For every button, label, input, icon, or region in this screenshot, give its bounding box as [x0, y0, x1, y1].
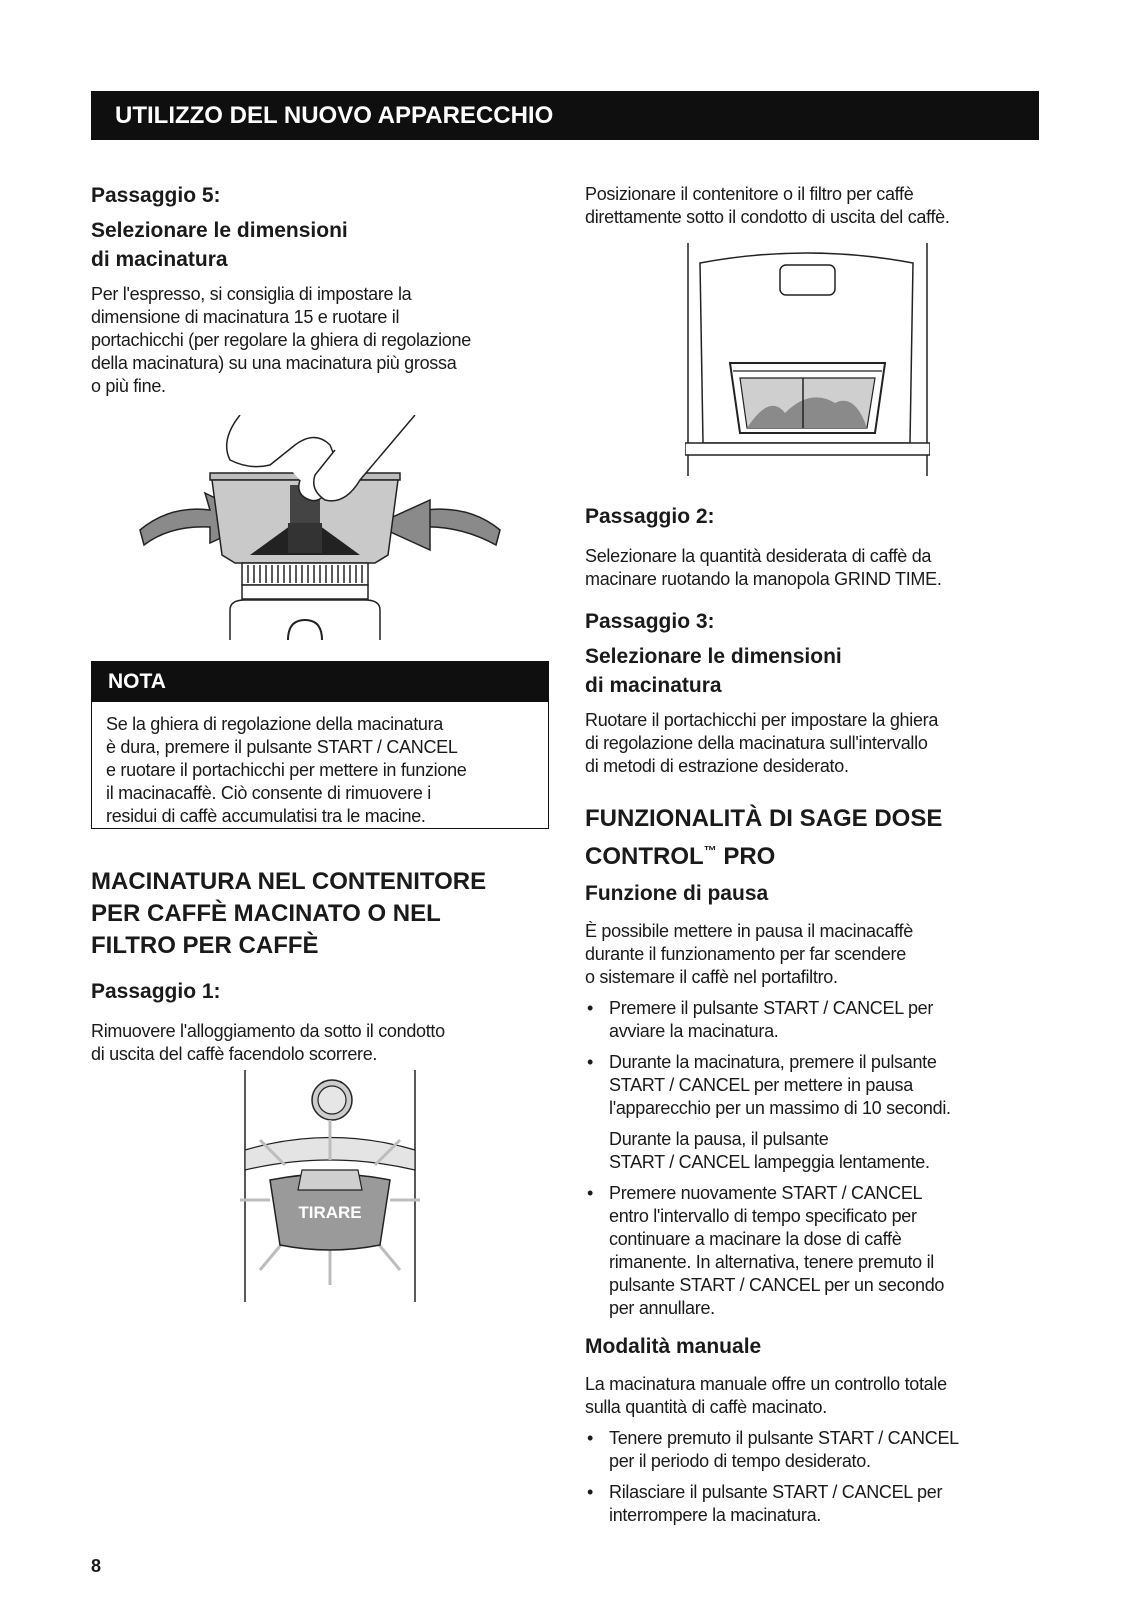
step5-body-line: dimensione di macinatura 15 e ruotare il: [91, 307, 400, 327]
bullet-line: l'apparecchio per un massimo di 10 secondi.: [609, 1098, 951, 1118]
grinder-rotate-illustration: [130, 415, 510, 640]
pause-body-line: o sistemare il caffè nel portafiltro.: [585, 967, 838, 987]
section-title-line: MACINATURA NEL CONTENITORE: [91, 868, 487, 895]
container-illustration: [685, 243, 930, 476]
bullet-line: per annullare.: [609, 1298, 715, 1318]
bullet-line: per il periodo di tempo desiderato.: [609, 1451, 871, 1471]
bullet-line: continuare a macinare la dose di caffè: [609, 1229, 902, 1249]
bullet-dot: •: [587, 1052, 594, 1072]
pause-bullet: [585, 1182, 1045, 1320]
bullet-line: avviare la macinatura.: [609, 1021, 779, 1041]
step2-block: [585, 502, 1045, 591]
step5-body-line: della macinatura) su una macinatura più grossa: [91, 353, 457, 373]
step2-body-line: macinare ruotando la manopola GRIND TIME.: [585, 569, 942, 589]
bullet-dot: •: [587, 998, 594, 1018]
pull-label: TIRARE: [298, 1203, 362, 1222]
pause-body-line: È possibile mettere in pausa il macinacaffè: [585, 921, 913, 941]
intro-line: Posizionare il contenitore o il filtro per caffè: [585, 184, 914, 204]
features-title-line: FUNZIONALITÀ DI SAGE DOSE: [585, 805, 943, 832]
bullet-dot: •: [587, 1183, 594, 1203]
manual-bullet: [585, 1481, 1045, 1527]
note-line: il macinacaffè. Ciò consente di rimuovere i: [106, 783, 431, 803]
step5-body-line: portachicchi (per regolare la ghiera di regolazione: [91, 330, 471, 350]
bullet-dot: •: [587, 1482, 594, 1502]
features-block: [585, 803, 1045, 1527]
note-line: residui di caffè accumulatisi tra le macine.: [106, 806, 426, 826]
step3-body-line: di metodi di estrazione desiderato.: [585, 756, 849, 776]
intro-block: [585, 183, 1045, 229]
bullet-line: rimanente. In alternativa, tenere premuto il: [609, 1252, 934, 1272]
step5-body-line: o più fine.: [91, 376, 166, 396]
step3-subtitle-1: Selezionare le dimensioni: [585, 645, 842, 668]
manual-title: Modalità manuale: [585, 1335, 762, 1358]
step1-title: Passaggio 1:: [91, 980, 221, 1003]
note-line: e ruotare il portachicchi per mettere in funzione: [106, 760, 467, 780]
pause-bullet: [585, 1051, 1045, 1120]
pause-bullet: [585, 997, 1045, 1043]
step5-subtitle-2: di macinatura: [91, 248, 228, 271]
note-title: NOTA: [92, 662, 548, 702]
note-box: [91, 661, 549, 829]
bullet-dot: •: [587, 1428, 594, 1448]
step5-subtitle-1: Selezionare le dimensioni: [91, 219, 348, 242]
step1-body-line: Rimuovere l'alloggiamento da sotto il condotto: [91, 1021, 445, 1041]
bullet-line: Tenere premuto il pulsante START / CANCEL: [609, 1428, 959, 1448]
section-title-line: FILTRO PER CAFFÈ: [91, 932, 319, 959]
pause-indent-line: Durante la pausa, il pulsante: [609, 1129, 829, 1149]
note-line: è dura, premere il pulsante START / CANCEL: [106, 737, 458, 757]
manual-bullets: [585, 1427, 1045, 1527]
step5-block: [91, 181, 551, 398]
bullet-line: Premere il pulsante START / CANCEL per: [609, 998, 934, 1018]
pause-indent-line: START / CANCEL lampeggia lentamente.: [609, 1152, 930, 1172]
pause-bullets-2: [585, 1182, 1045, 1320]
trademark-symbol: ™: [703, 843, 717, 858]
bullet-line: Durante la macinatura, premere il pulsante: [609, 1052, 937, 1072]
features-title-line: [585, 835, 1045, 873]
page-number: 8: [91, 1556, 102, 1576]
step3-subtitle-2: di macinatura: [585, 674, 722, 697]
step3-title: Passaggio 3:: [585, 610, 715, 633]
manual-body-line: La macinatura manuale offre un controllo totale: [585, 1374, 947, 1394]
step5-title: Passaggio 5:: [91, 184, 221, 207]
step1-body-line: di uscita del caffè facendolo scorrere.: [91, 1044, 378, 1064]
step3-body-line: di regolazione della macinatura sull'intervallo: [585, 733, 928, 753]
section-title-line: PER CAFFÈ MACINATO O NEL: [91, 900, 441, 927]
features-title-control: CONTROL: [585, 843, 704, 870]
pause-bullets: [585, 997, 1045, 1120]
grinding-section: [91, 866, 551, 1066]
section-header: UTILIZZO DEL NUOVO APPARECCHIO: [91, 91, 1039, 140]
step5-body-line: Per l'espresso, si consiglia di impostare la: [91, 284, 412, 304]
bullet-line: Premere nuovamente START / CANCEL: [609, 1183, 923, 1203]
step3-body-line: Ruotare il portachicchi per impostare la ghiera: [585, 710, 939, 730]
intro-line: direttamente sotto il condotto di uscita del caffè.: [585, 207, 950, 227]
pull-tray-illustration: [240, 1070, 420, 1302]
bullet-line: Rilasciare il pulsante START / CANCEL per: [609, 1482, 943, 1502]
bullet-line: pulsante START / CANCEL per un secondo: [609, 1275, 945, 1295]
pause-title: Funzione di pausa: [585, 882, 769, 905]
note-line: Se la ghiera di regolazione della macinatura: [106, 714, 444, 734]
manual-bullet: [585, 1427, 1045, 1473]
bullet-line: START / CANCEL per mettere in pausa: [609, 1075, 913, 1095]
manual-body-line: sulla quantità di caffè macinato.: [585, 1397, 827, 1417]
bullet-line: interrompere la macinatura.: [609, 1505, 821, 1525]
pause-body-line: durante il funzionamento per far scendere: [585, 944, 906, 964]
step2-body-line: Selezionare la quantità desiderata di caffè da: [585, 546, 932, 566]
features-title-pro: PRO: [716, 843, 776, 870]
step3-block: [585, 607, 1045, 778]
bullet-line: entro l'intervallo di tempo specificato per: [609, 1206, 917, 1226]
step2-title: Passaggio 2:: [585, 505, 715, 528]
